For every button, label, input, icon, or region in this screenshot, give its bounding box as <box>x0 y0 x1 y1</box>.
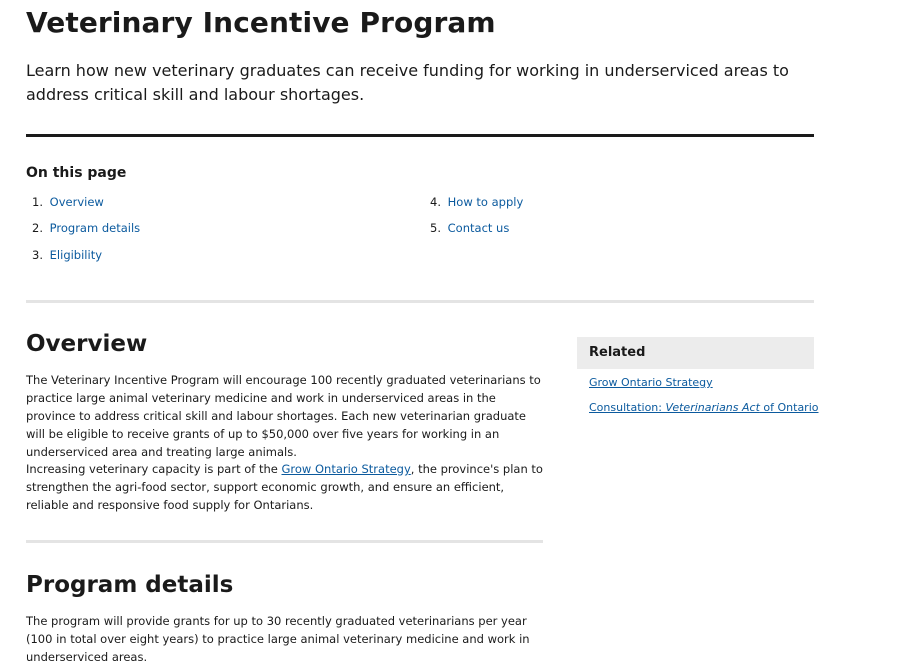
related-link-grow-ontario[interactable]: Grow Ontario Strategy <box>589 376 713 389</box>
toc-item-program-details <box>32 220 140 236</box>
toc-item-eligibility <box>32 247 102 263</box>
related-link-consultation-suffix: of Ontario <box>759 401 819 414</box>
related-header <box>577 337 814 369</box>
toc-link-program-details[interactable]: Program details <box>49 221 141 235</box>
overview-paragraph-2-text: Increasing veterinary capacity is part of the <box>26 462 282 476</box>
title-divider <box>26 134 814 137</box>
overview-paragraph-1: The Veterinary Incentive Program will encourage 100 recently graduated veterinarians to practice large animal veterinary medicine and work in underserviced areas in the province to address critical skill and labour shortages. Each new veterinarian graduate will be eligible to receive grants of up to $50,000 over five years for working in an underserviced area and treating large animals. <box>26 373 541 459</box>
toc-item-contact-us <box>430 220 509 236</box>
related-link-consultation[interactable] <box>589 400 819 416</box>
page-lead: Learn how new veterinary graduates can receive funding for working in underserviced areas to address critical skill and labour shortages. <box>26 61 789 104</box>
toc-number: 2. <box>32 221 43 235</box>
related-heading: Related <box>589 345 646 360</box>
page-title: Veterinary Incentive Program <box>26 6 496 39</box>
toc-divider <box>26 300 814 303</box>
overview-paragraph-2 <box>26 460 546 514</box>
overview-heading: Overview <box>26 331 148 357</box>
toc-number: 3. <box>32 248 43 262</box>
related-link-consultation-act: Veterinarians Act <box>665 401 760 414</box>
program-details-paragraph-1: The program will provide grants for up to 30 recently graduated veterinarians per year (100 in total over eight years) to practice large animal veterinary medicine and work in underserviced areas. <box>26 614 530 664</box>
toc-link-how-to-apply[interactable]: How to apply <box>447 195 524 209</box>
toc-item-how-to-apply <box>430 194 523 210</box>
toc-item-overview <box>32 194 104 210</box>
overview-paragraph-2-text-end: , the province's plan to strengthen the agri-food sector, support economic growth, and ensure an efficient, reliable and responsive food supply for Ontarians. <box>26 462 543 512</box>
toc-link-eligibility[interactable]: Eligibility <box>49 248 103 262</box>
grow-ontario-inline-link[interactable]: Grow Ontario Strategy <box>281 462 411 476</box>
toc-heading: On this page <box>26 165 127 181</box>
toc-number: 5. <box>430 221 441 235</box>
toc-link-overview[interactable]: Overview <box>49 195 104 209</box>
section-divider <box>26 540 543 543</box>
toc-number: 4. <box>430 195 441 209</box>
toc-number: 1. <box>32 195 43 209</box>
toc-link-contact-us[interactable]: Contact us <box>447 221 510 235</box>
related-link-consultation-prefix: Consultation: <box>589 401 666 414</box>
program-details-heading: Program details <box>26 572 234 598</box>
